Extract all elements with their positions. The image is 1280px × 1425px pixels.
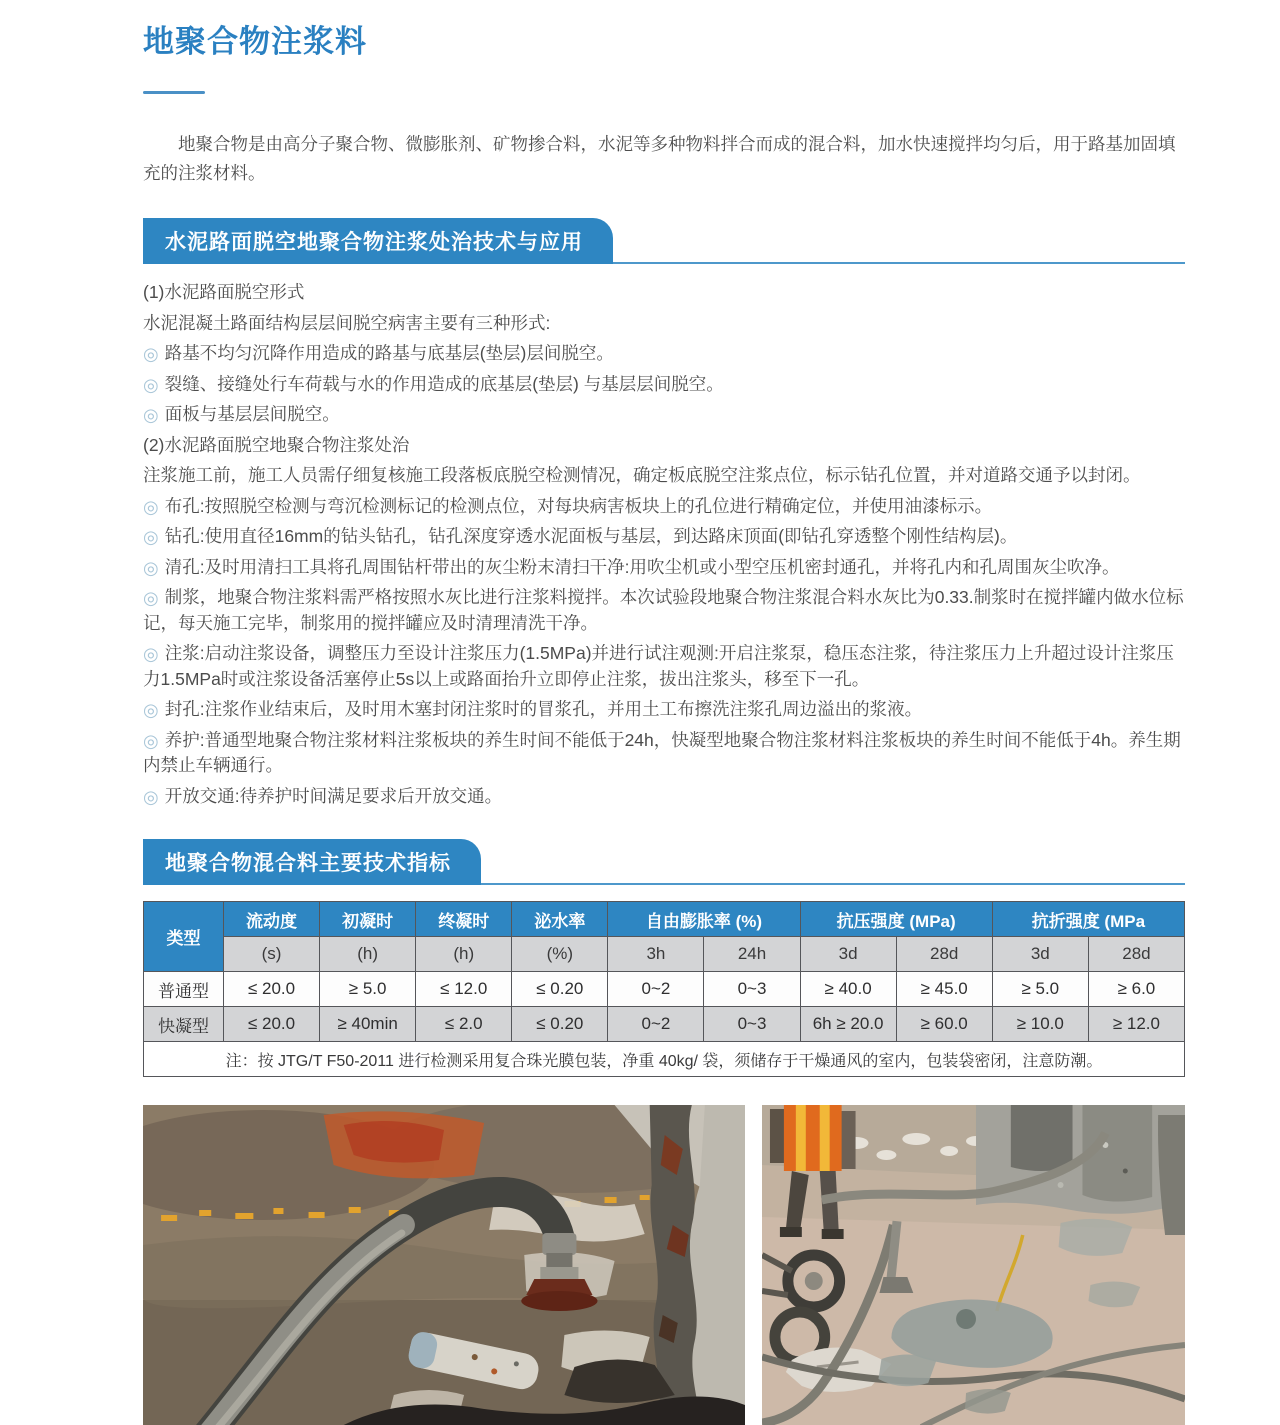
column-header: 抗压强度 (MPa) bbox=[800, 902, 992, 937]
paragraph-text: (2)水泥路面脱空地聚合物注浆处治 bbox=[143, 434, 410, 455]
header-row-top bbox=[144, 902, 1185, 937]
page-content bbox=[143, 0, 1185, 1425]
value-cell: ≥ 60.0 bbox=[896, 1007, 992, 1042]
ring-bullet-icon: ◎ bbox=[143, 405, 159, 425]
photo-grouting-hose bbox=[143, 1105, 745, 1425]
table-note-row bbox=[144, 1042, 1185, 1077]
value-cell: ≤ 0.20 bbox=[512, 972, 608, 1007]
ring-bullet-icon: ◎ bbox=[143, 344, 159, 364]
paragraph-text: 裂缝、接缝处行车荷载与水的作用造成的底基层(垫层) 与基层层间脱空。 bbox=[164, 373, 724, 394]
value-cell: 0~3 bbox=[704, 1007, 800, 1042]
body-paragraph bbox=[143, 280, 1185, 306]
paragraph-text: 路基不均匀沉降作用造成的路基与底基层(垫层)层间脱空。 bbox=[164, 343, 614, 363]
section-heading: 地聚合物混合料主要技术指标 bbox=[143, 839, 481, 885]
paragraph-text: 清孔:及时用清扫工具将孔周围钻杆带出的灰尘粉末清扫干净:用吹尘机或小型空压机密封通孔，并将孔内和孔周围灰尘吹净。 bbox=[164, 556, 1120, 577]
column-subheader: (h) bbox=[416, 937, 512, 972]
specs-table-body bbox=[144, 972, 1185, 1077]
column-header-type: 类型 bbox=[144, 902, 224, 972]
column-subheader: (h) bbox=[320, 937, 416, 972]
value-cell: ≤ 2.0 bbox=[416, 1007, 512, 1042]
specs-table bbox=[143, 901, 1185, 1077]
paragraph-text: 开放交通:待养护时间满足要求后开放交通。 bbox=[164, 785, 503, 806]
ring-bullet-icon: ◎ bbox=[143, 786, 159, 807]
page-title: 地聚合物注浆料 bbox=[143, 24, 367, 59]
column-subheader: 3d bbox=[992, 937, 1088, 972]
photo-row bbox=[143, 1105, 1185, 1425]
column-header: 流动度 bbox=[224, 902, 320, 937]
specs-table-head bbox=[144, 902, 1185, 972]
ring-bullet-icon: ◎ bbox=[143, 527, 159, 547]
column-subheader: 24h bbox=[704, 937, 800, 972]
column-header: 自由膨胀率 (%) bbox=[608, 902, 800, 937]
banner-rule-line bbox=[613, 262, 1185, 264]
column-header: 抗折强度 (MPa bbox=[992, 902, 1184, 937]
value-cell: ≤ 20.0 bbox=[224, 1007, 320, 1042]
paragraph-text: 封孔:注浆作业结束后，及时用木塞封闭注浆时的冒浆孔，并用土工布擦洗注浆孔周边溢出的浆液。 bbox=[164, 699, 923, 719]
body-paragraph bbox=[143, 494, 1185, 520]
row-type-cell: 普通型 bbox=[144, 972, 224, 1007]
body-paragraph bbox=[143, 784, 1185, 810]
value-cell: ≤ 20.0 bbox=[224, 972, 320, 1007]
ring-bullet-icon: ◎ bbox=[143, 644, 159, 664]
value-cell: ≥ 5.0 bbox=[320, 972, 416, 1007]
title-underline-rule bbox=[143, 91, 205, 94]
table-note: 注：按 JTG/T F50-2011 进行检测采用复合珠光膜包装，净重 40kg/ 袋，须储存于干燥通风的室内，包装袋密闭，注意防潮。 bbox=[144, 1042, 1185, 1077]
column-subheader: 3h bbox=[608, 937, 704, 972]
value-cell: ≥ 45.0 bbox=[896, 972, 992, 1007]
value-cell: ≥ 12.0 bbox=[1088, 1007, 1184, 1042]
value-cell: ≥ 40min bbox=[320, 1007, 416, 1042]
paragraph-text: 水泥混凝土路面结构层层间脱空病害主要有三种形式: bbox=[143, 312, 551, 333]
value-cell: ≤ 0.20 bbox=[512, 1007, 608, 1042]
body-paragraph bbox=[143, 311, 1185, 337]
value-cell: ≤ 12.0 bbox=[416, 972, 512, 1007]
photo-grouting-hose-illustration bbox=[143, 1105, 745, 1425]
ring-bullet-icon: ◎ bbox=[143, 496, 159, 517]
intro-paragraph: 地聚合物是由高分子聚合物、微膨胀剂、矿物掺合料，水泥等多种物料拌合而成的混合料，加水快速搅拌均匀后，用于路基加固填充的注浆材料。 bbox=[143, 134, 1176, 183]
body-paragraph bbox=[143, 555, 1185, 581]
row-type-cell: 快凝型 bbox=[144, 1007, 224, 1042]
value-cell: 0~3 bbox=[704, 972, 800, 1007]
photo-construction-site-illustration bbox=[762, 1105, 1185, 1425]
paragraph-text: 面板与基层层间脱空。 bbox=[164, 404, 340, 424]
paragraph-text: 养护:普通型地聚合物注浆材料注浆板块的养生时间不能低于24h，快凝型地聚合物注浆材料注浆板块的养生时间不能低于4h。养生期内禁止车辆通行。 bbox=[143, 729, 1181, 775]
value-cell: 0~2 bbox=[608, 972, 704, 1007]
column-header: 泌水率 bbox=[512, 902, 608, 937]
value-cell: 0~2 bbox=[608, 1007, 704, 1042]
body-paragraph bbox=[143, 463, 1185, 489]
section-banner-specs bbox=[143, 839, 1185, 885]
value-cell: ≥ 6.0 bbox=[1088, 972, 1184, 1007]
table-row bbox=[144, 972, 1185, 1007]
body-paragraph bbox=[143, 433, 1185, 459]
value-cell: ≥ 40.0 bbox=[800, 972, 896, 1007]
paragraph-text: 钻孔:使用直径16mm的钻头钻孔，钻孔深度穿透水泥面板与基层，到达路床顶面(即钻孔穿透整个刚性结构层)。 bbox=[164, 526, 1018, 546]
section-banner-application bbox=[143, 218, 1185, 264]
column-subheader: (%) bbox=[512, 937, 608, 972]
column-subheader: 28d bbox=[896, 937, 992, 972]
paragraph-text: 制浆，地聚合物注浆料需严格按照水灰比进行注浆料搅拌。本次试验段地聚合物注浆混合料水灰比为0.33.制浆时在搅拌罐内做水位标记，每天施工完毕，制浆用的搅拌罐应及时清理清洗干净。 bbox=[143, 587, 1184, 633]
column-header: 初凝时 bbox=[320, 902, 416, 937]
body-paragraph bbox=[143, 585, 1185, 636]
paragraph-text: 注浆施工前，施工人员需仔细复核施工段落板底脱空检测情况，确定板底脱空注浆点位，标示钻孔位置，并对道路交通予以封闭。 bbox=[143, 465, 1141, 485]
body-paragraph bbox=[143, 524, 1185, 550]
paragraph-text: 布孔:按照脱空检测与弯沉检测标记的检测点位，对每块病害板块上的孔位进行精确定位，并使用油漆标示。 bbox=[164, 495, 993, 516]
ring-bullet-icon: ◎ bbox=[143, 700, 159, 720]
body-paragraph bbox=[143, 641, 1185, 692]
value-cell: 6h ≥ 20.0 bbox=[800, 1007, 896, 1042]
ring-bullet-icon: ◎ bbox=[143, 374, 159, 395]
ring-bullet-icon: ◎ bbox=[143, 588, 159, 608]
body-paragraph bbox=[143, 341, 1185, 367]
column-subheader: 3d bbox=[800, 937, 896, 972]
banner-rule-line bbox=[481, 883, 1185, 885]
ring-bullet-icon: ◎ bbox=[143, 557, 159, 578]
body-paragraph bbox=[143, 728, 1185, 779]
body-paragraph bbox=[143, 372, 1185, 398]
application-paragraphs bbox=[143, 280, 1185, 809]
body-paragraph bbox=[143, 402, 1185, 428]
header-row-sub bbox=[144, 937, 1185, 972]
column-header: 终凝时 bbox=[416, 902, 512, 937]
paragraph-text: 注浆:启动注浆设备，调整压力至设计注浆压力(1.5MPa)并进行试注观测:开启注浆泵，稳压态注浆，待注浆压力上升超过设计注浆压力1.5MPa时或注浆设备活塞停止5s以上或路面抬升立即停止注浆，拔出注浆头，移至下一孔。 bbox=[143, 643, 1174, 689]
section-heading: 水泥路面脱空地聚合物注浆处治技术与应用 bbox=[143, 218, 613, 264]
ring-bullet-icon: ◎ bbox=[143, 730, 159, 751]
value-cell: ≥ 10.0 bbox=[992, 1007, 1088, 1042]
column-subheader: (s) bbox=[224, 937, 320, 972]
value-cell: ≥ 5.0 bbox=[992, 972, 1088, 1007]
column-subheader: 28d bbox=[1088, 937, 1184, 972]
photo-construction-site bbox=[762, 1105, 1185, 1425]
body-paragraph bbox=[143, 697, 1185, 723]
table-row bbox=[144, 1007, 1185, 1042]
paragraph-text: (1)水泥路面脱空形式 bbox=[143, 282, 305, 302]
